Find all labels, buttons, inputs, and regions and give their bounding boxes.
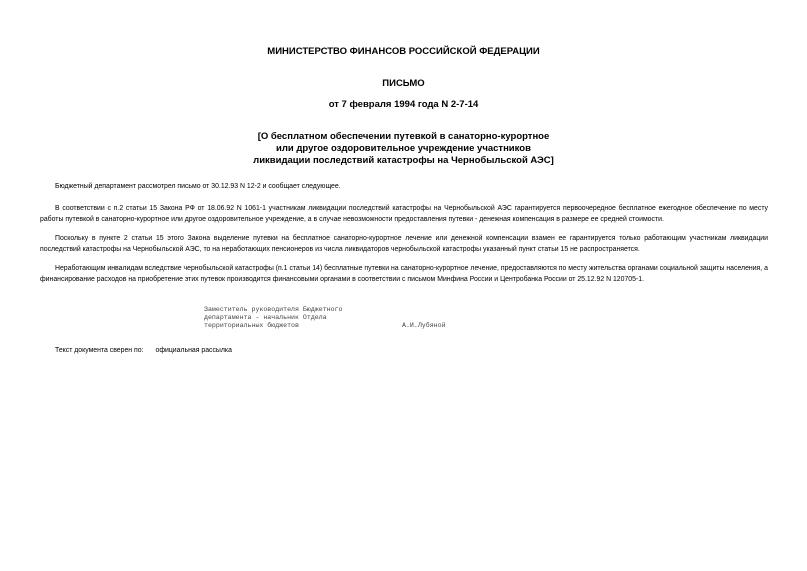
document-subject <box>0 131 807 167</box>
verification-label: Текст документа сверен по: <box>55 347 144 354</box>
signatory-name: А.И.Лубяной <box>402 322 446 329</box>
ministry-heading: МИНИСТЕРСТВО ФИНАНСОВ РОССИЙСКОЙ ФЕДЕРАЦИИ <box>267 46 540 57</box>
verification-note <box>55 346 232 356</box>
signature-position <box>204 306 343 331</box>
body-paragraph: Поскольку в пункте 2 статьи 15 этого Закона выделение путевки на бесплатное санаторно-курортное лечение или денежной компенсации взамен ее гарантируется только работающим участникам ликвидации последствий катастрофы на Чернобыльской АЭС, то на неработающих пенсионеров из числа ликвидаторов чернобыльской катастрофы указанный пункт статьи 15 не распространяется. <box>40 235 768 253</box>
document-date-number: от 7 февраля 1994 года N 2-7-14 <box>328 99 479 110</box>
body-paragraph: В соответствии с п.2 статьи 15 Закона РФ от 18.06.92 N 1061-1 участникам ликвидации последствий катастрофы на Чернобыльской АЭС гарантируется первоочередное бесплатное ежегодное обеспечение по месту работы путевкой в санаторно-курортное или другое оздоровительное учреждение, а в случае невозможности предоставления путевки - денежная компенсация в размере ее средней стоимости. <box>40 205 768 223</box>
signature-position-line: Заместитель руководителя Бюджетного <box>204 306 343 313</box>
signature-position-line: территориальных бюджетов <box>204 322 299 330</box>
subject-line: [О бесплатном обеспечении путевкой в санаторно-курортное <box>257 131 550 142</box>
body-paragraph: Бюджетный департамент рассмотрел письмо от 30.12.93 N 12-2 и сообщает следующее. <box>55 183 341 190</box>
verification-value: официальная рассылка <box>155 347 232 354</box>
subject-line: или другое оздоровительное учреждение участников <box>276 143 531 154</box>
signature-position-line: департамента - начальник Отдела <box>204 314 327 322</box>
document-type-heading: ПИСЬМО <box>382 78 425 89</box>
body-paragraph: Неработающим инвалидам вследствие чернобыльской катастрофы (п.1 статьи 14) бесплатные путевки на санаторно-курортное лечение, предоставляются по месту жительства органами социальной защиты населения, а финансирование расходов на приобретение этих путевок производится финансовыми органами в соответствии с письмом Минфина России и Центробанка России от 25.12.92 N 120705-1. <box>40 265 768 283</box>
subject-line: ликвидации последствий катастрофы на Чернобыльской АЭС] <box>253 155 554 166</box>
